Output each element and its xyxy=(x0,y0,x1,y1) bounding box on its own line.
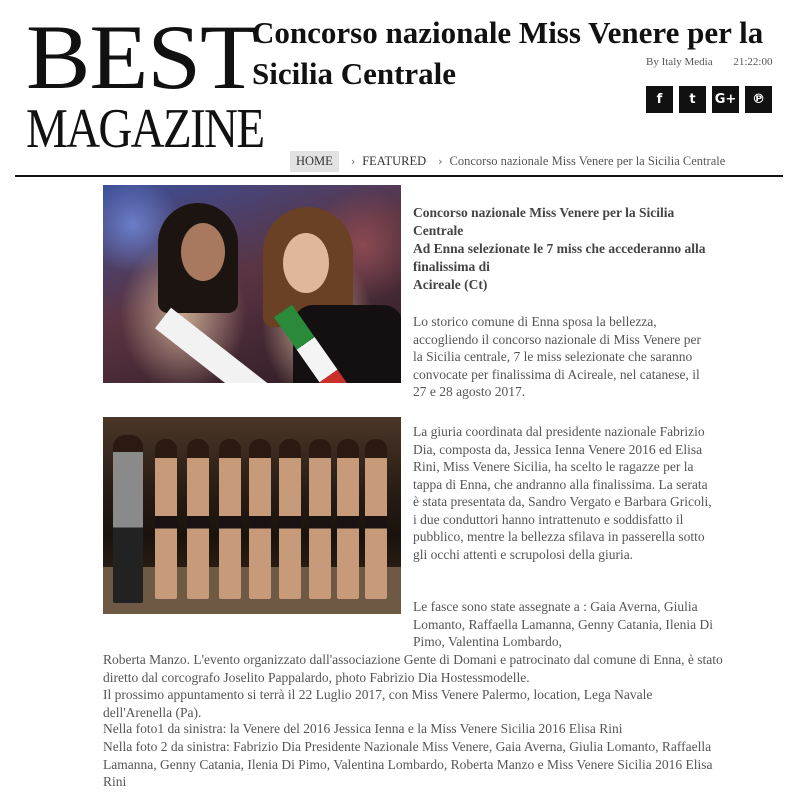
breadcrumb-featured[interactable]: FEATURED xyxy=(362,154,427,168)
article-meta xyxy=(646,56,772,68)
google-plus-icon[interactable]: G+ xyxy=(712,86,739,113)
breadcrumb-separator-icon: › xyxy=(350,155,356,168)
author-link[interactable]: By Italy Media xyxy=(646,56,713,68)
article-paragraph: Le fasce sono state assegnate a : Gaia Averna, Giulia Lomanto, Raffaella Lamanna, Genny Catania, Ilenia Di Pimo, Valentina Lombardo, xyxy=(413,599,714,649)
breadcrumb-separator-icon: › xyxy=(438,155,443,168)
site-logo[interactable] xyxy=(26,6,264,160)
photo-figure xyxy=(249,439,271,599)
photo-caption-2: Nella foto 2 da sinistra: Fabrizio Dia Presidente Nazionale Miss Venere, Gaia Averna, Giulia Lomanto, Raffaella Lamanna, Genny Catania, Ilenia Di Pimo, Valentina Lombardo, Roberta Manzo e Miss Venere Sicilia 2016 Elisa Rini xyxy=(103,739,713,789)
photo-figure xyxy=(337,439,359,599)
article-paragraph: Roberta Manzo. L'evento organizzato dall'associazione Gente di Domani e patrocinato dal comune di Enna, è stato diretto dal corcografo Joselito Pappalardo, photo Fabrizio Dia Hostessmodelle. xyxy=(103,652,723,685)
breadcrumb-home[interactable]: HOME xyxy=(290,151,339,172)
article-photo-1 xyxy=(103,185,401,383)
article-paragraph: Lo storico comune di Enna sposa la bellezza, accogliendo il concorso nazionale di Miss Venere per la Sicilia centrale, 7 le miss selezionate che saranno convocate per finalissima di Acireale, nel catanese, il 27 e 28 agosto 2017. xyxy=(413,314,702,399)
photo-figure xyxy=(309,439,331,599)
logo-best-text: BEST xyxy=(26,6,258,108)
social-share-bar xyxy=(646,86,772,113)
photo-figure xyxy=(365,439,387,599)
photo-figure xyxy=(283,233,329,293)
article-title-line: Concorso nazionale Miss Venere per la Sicilia Centrale xyxy=(413,205,675,238)
photo-figure xyxy=(279,439,301,599)
article-subtitle-line: Ad Enna selezionate le 7 miss che accederanno alla finalissima di xyxy=(413,241,706,274)
photo-figure xyxy=(181,223,225,281)
article-title xyxy=(413,204,713,294)
publish-time: 21:22:00 xyxy=(733,56,773,68)
pinterest-icon[interactable]: ℗ xyxy=(745,86,772,113)
facebook-icon[interactable]: f xyxy=(646,86,673,113)
twitter-icon[interactable]: t xyxy=(679,86,706,113)
logo-magazine-text: MAGAZINE xyxy=(26,98,264,160)
photo-figure xyxy=(155,439,177,599)
photo-figure xyxy=(219,439,241,599)
photo-figure xyxy=(187,439,209,599)
photo-figure xyxy=(113,435,143,603)
photo-caption-1: Nella foto1 da sinistra: la Venere del 2016 Jessica Ienna e la Miss Venere Sicilia 2016 Elisa Rini xyxy=(103,721,623,736)
header-divider xyxy=(15,175,783,177)
article-paragraph: Il prossimo appuntamento si terrà il 22 Luglio 2017, con Miss Venere Palermo, location, Lega Navale dell'Arenella (Pa). xyxy=(103,687,653,720)
page-title: Concorso nazionale Miss Venere per la Sicilia Centrale xyxy=(252,15,764,91)
article-subtitle-line: Acireale (Ct) xyxy=(413,277,488,292)
breadcrumb xyxy=(290,151,725,172)
article-photo-2 xyxy=(103,417,401,614)
breadcrumb-current: Concorso nazionale Miss Venere per la Sicilia Centrale xyxy=(449,154,726,168)
article-paragraph: La giuria coordinata dal presidente nazionale Fabrizio Dia, composta da, Jessica Ienna Venere 2016 ed Elisa Rini, Miss Venere Sicilia, ha scelto le ragazze per la tappa di Enna, che andranno alla finalissima. La serata è stata presentata da, Sandro Vergato e Barbara Gricoli, i due conduttori hanno intrattenuto e soddisfatto il pubblico, mentre la bellezza sfilava in passerella sotto gli occhi attenti e scrupolosi della giuria. xyxy=(413,424,712,562)
